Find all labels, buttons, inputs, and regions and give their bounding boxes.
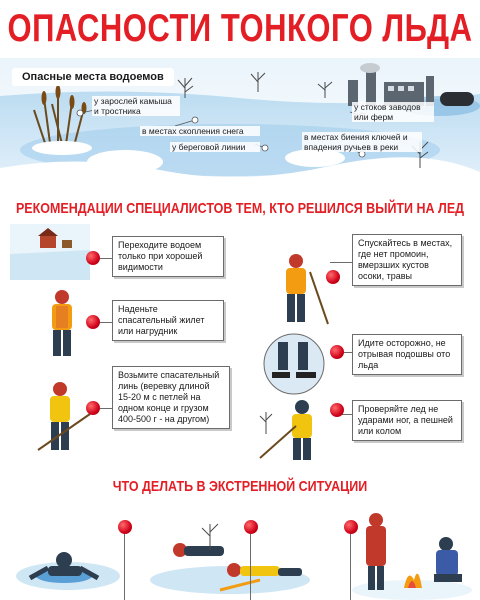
tip-descend: Спускайтесь в местах, где нет промоин, вмерзших кустов осоки, травы [352, 234, 462, 286]
marker-dot [330, 403, 344, 417]
danger-springs: в местах биения ключей и впадения ручьев в реки [302, 132, 422, 152]
connector [350, 534, 351, 600]
boots-closeup-illustration [262, 332, 326, 396]
crawling-rescue-illustration [150, 510, 320, 600]
marker-dot [86, 401, 100, 415]
person-descending-illustration [270, 252, 334, 328]
danger-snow: в местах скопления снега [140, 126, 260, 136]
marker-dot [330, 345, 344, 359]
emergency-title: ЧТО ДЕЛАТЬ В ЭКСТРЕННОЙ СИТУАЦИИ [112, 478, 368, 495]
connector [124, 534, 125, 600]
marker-dot [344, 520, 358, 534]
winter-landscape-illustration [10, 224, 90, 280]
marker-dot [86, 251, 100, 265]
marker-dot [326, 270, 340, 284]
tip-walk-carefully: Идите осторожно, не отрывая подошвы ото льда [352, 334, 462, 375]
marker-dot [244, 520, 258, 534]
page-title: ОПАСНОСТИ ТОНКОГО ЛЬДА [7, 6, 473, 50]
person-life-vest-illustration [40, 288, 84, 360]
marker-dot [86, 315, 100, 329]
connector [250, 534, 251, 600]
person-in-ice-hole-illustration [8, 512, 118, 600]
tip-visibility: Переходите водоем только при хорошей видимости [112, 236, 224, 277]
warming-by-fire-illustration [350, 508, 474, 600]
danger-drains: у стоков заводов или ферм [352, 102, 434, 122]
tip-life-vest: Наденьте спасательный жилет или нагрудник [112, 300, 224, 341]
danger-shore: у береговой линии [170, 142, 260, 152]
tip-test-ice: Проверяйте лед не ударами ног, а пешней или колом [352, 400, 462, 441]
connector [330, 262, 352, 263]
recommendations-title: РЕКОМЕНДАЦИИ СПЕЦИАЛИСТОВ ТЕМ, КТО РЕШИЛСЯ ВЫЙТИ НА ЛЕД [15, 200, 465, 217]
danger-reeds: у зарослей камыша и тростника [92, 96, 180, 116]
person-rescue-rope-illustration [34, 380, 94, 456]
person-testing-ice-illustration [256, 398, 332, 462]
tip-rescue-rope: Возьмите спасательный линь (веревку длиной 15-20 м с петлей на одном конце и грузом 400-500 г - на другом) [112, 366, 230, 429]
dangers-header: Опасные места водоемов [12, 68, 174, 86]
marker-dot [118, 520, 132, 534]
